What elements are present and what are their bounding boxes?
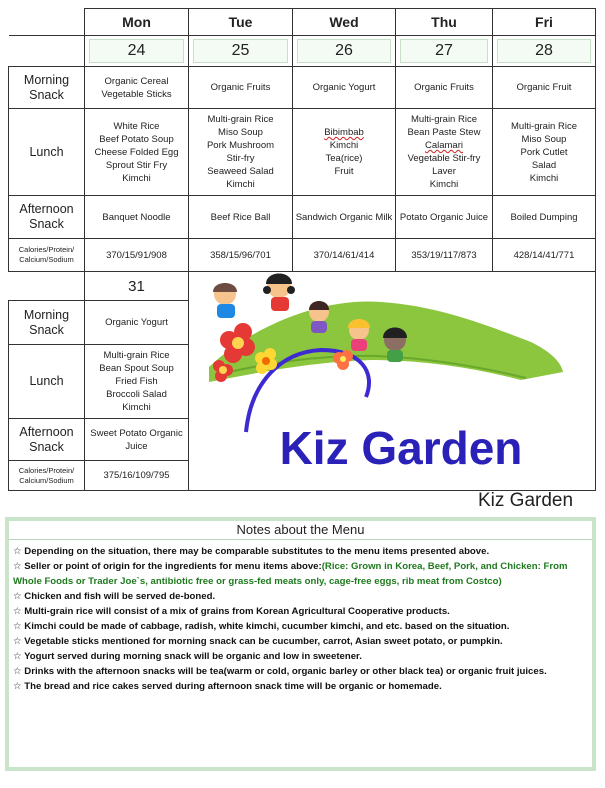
note-item xyxy=(13,604,589,619)
star-icon: ☆ xyxy=(13,681,22,692)
lunch-item: Multi-grain Rice xyxy=(103,350,170,361)
note-text: Depending on the situation, there may be comparable substitutes to the menu items presented above. xyxy=(24,546,490,557)
lunch-item: Multi-grain Rice xyxy=(511,120,577,132)
lunch-item: Kimchi xyxy=(529,172,559,184)
afternoon-snack-mon: Banquet Noodle xyxy=(85,196,189,239)
lunch-item: Tea(rice) xyxy=(325,153,363,164)
row-label-morning-snack-week2: Morning Snack xyxy=(9,301,85,345)
date-mon: 24 xyxy=(89,39,184,63)
date-row-blank xyxy=(9,36,85,67)
note-text: Vegetable sticks mentioned for morning snack can be cucumber, carrot, Asian sweet potato, or pumpkin. xyxy=(24,636,503,647)
notes-title: Notes about the Menu xyxy=(9,521,592,540)
lunch-item: Kimchi xyxy=(122,402,151,413)
lunch-thu xyxy=(396,109,493,196)
lunch-item: Vegetable Stir-fry xyxy=(407,153,481,164)
note-item xyxy=(13,679,589,694)
morning-snack-fri: Organic Fruit xyxy=(493,67,596,109)
note-item xyxy=(13,559,589,589)
lunch-item: Multi-grain Rice xyxy=(411,114,477,125)
lunch-item: Sprout Stir Fry xyxy=(105,159,168,171)
day-header-wed: Wed xyxy=(293,9,396,36)
lunch-item: Calamari xyxy=(424,140,463,151)
date-thu: 27 xyxy=(400,39,488,63)
morning-snack-mon: Organic Cereal Vegetable Sticks xyxy=(85,67,189,109)
row-label-lunch-week2: Lunch xyxy=(9,345,85,419)
lunch-item: Kimchi xyxy=(122,172,151,184)
note-text: Chicken and fish will be served de-boned. xyxy=(24,591,216,602)
lunch-item: Bean Paste Stew xyxy=(407,127,481,138)
flower-right-icon xyxy=(333,350,353,370)
lunch-item: Laver xyxy=(432,166,456,177)
morning-snack-tue: Organic Fruits xyxy=(189,67,293,109)
child-figure-icon xyxy=(348,319,370,351)
morning-snack-thu: Organic Fruits xyxy=(396,67,493,109)
lunch-31 xyxy=(85,345,189,419)
lunch-item: Miso Soup xyxy=(218,127,263,138)
note-item xyxy=(13,664,589,679)
kiz-garden-logo xyxy=(189,272,596,491)
lunch-item: Fruit xyxy=(334,166,354,177)
notes-body xyxy=(9,542,592,694)
calories-wed: 370/14/61/414 xyxy=(293,239,396,272)
lunch-wed xyxy=(293,109,396,196)
lunch-item: Salad xyxy=(531,159,557,171)
lunch-item: Bibimbab xyxy=(324,127,364,138)
note-item xyxy=(13,634,589,649)
note-item xyxy=(13,649,589,664)
note-origin-text: (Rice: Grown in Korea, Beef, Pork, and Chicken: From Whole Foods or Trader Joe`s, antibiotic free or grass-fed meats only, cage-free eggs, rib meat from Costco) xyxy=(13,561,568,587)
afternoon-snack-31: Sweet Potato Organic Juice xyxy=(85,419,189,461)
date-fri: 28 xyxy=(497,39,591,63)
corner-blank xyxy=(9,9,85,36)
lunch-item: Miso Soup xyxy=(521,133,567,145)
calories-tue: 358/15/96/701 xyxy=(189,239,293,272)
note-item xyxy=(13,544,589,559)
weekly-menu-table xyxy=(8,8,596,491)
row-label-morning-snack: Morning Snack xyxy=(9,67,85,109)
logo-illustration xyxy=(191,272,599,490)
child-figure-icon xyxy=(263,274,295,312)
lunch-mon xyxy=(85,109,189,196)
lunch-item: Kimchi xyxy=(226,179,255,190)
note-text: Drinks with the afternoon snacks will be tea(warm or cold, organic barley or other black tea) or organic fruit juices. xyxy=(24,666,547,677)
child-figure-icon xyxy=(213,283,237,318)
lunch-item: Seaweed Salad xyxy=(207,166,274,177)
date-cell-tue xyxy=(189,36,293,67)
lunch-fri xyxy=(493,109,596,196)
lunch-item: Fried Fish xyxy=(115,376,158,387)
lunch-item: Multi-grain Rice xyxy=(207,114,274,125)
date-cell-fri xyxy=(493,36,596,67)
lunch-item: Kimchi xyxy=(429,179,459,190)
lunch-item: Cheese Folded Egg xyxy=(94,146,179,158)
morning-snack-31: Organic Yogurt xyxy=(85,301,189,345)
menu-notes-box xyxy=(5,517,596,771)
row-label-calories-week2: Calories/Protein/ Calcium/Sodium xyxy=(9,461,85,491)
day-header-tue: Tue xyxy=(189,9,293,36)
note-text: Kimchi could be made of cabbage, radish, white kimchi, cucumber kimchi, and etc. based on the situation. xyxy=(24,621,510,632)
row-label-lunch: Lunch xyxy=(9,109,85,196)
star-icon: ☆ xyxy=(13,591,22,602)
star-icon: ☆ xyxy=(13,621,22,632)
note-text: Multi-grain rice will consist of a mix of grains from Korean Agricultural Cooperative products. xyxy=(24,606,450,617)
star-icon: ☆ xyxy=(13,561,22,572)
afternoon-snack-tue: Beef Rice Ball xyxy=(189,196,293,239)
date-cell-wed xyxy=(293,36,396,67)
morning-snack-wed: Organic Yogurt xyxy=(293,67,396,109)
row-label-afternoon-snack-week2: Afternoon Snack xyxy=(9,419,85,461)
date-cell-thu xyxy=(396,36,493,67)
child-figure-icon xyxy=(309,301,329,333)
date-31: 31 xyxy=(85,272,189,301)
kiz-garden-caption: Kiz Garden xyxy=(478,490,574,511)
calories-31: 375/16/109/795 xyxy=(85,461,189,491)
star-icon: ☆ xyxy=(13,666,22,677)
day-header-thu: Thu xyxy=(396,9,493,36)
lunch-item: Pork Cutlet xyxy=(520,146,568,158)
lunch-item: Stir-fry xyxy=(226,153,255,164)
afternoon-snack-thu: Potato Organic Juice xyxy=(396,196,493,239)
date-wed: 26 xyxy=(297,39,391,63)
row-label-calories: Calories/Protein/ Calcium/Sodium xyxy=(9,239,85,272)
lunch-tue xyxy=(189,109,293,196)
lunch-item: White Rice xyxy=(113,120,160,132)
afternoon-snack-wed: Sandwich Organic Milk xyxy=(293,196,396,239)
date-cell-mon xyxy=(85,36,189,67)
lunch-item: Pork Mushroom xyxy=(206,140,275,151)
star-icon: ☆ xyxy=(13,546,22,557)
lunch-item: Bean Spout Soup xyxy=(99,363,174,374)
note-item xyxy=(13,619,589,634)
row-label-afternoon-snack: Afternoon Snack xyxy=(9,196,85,239)
date-tue: 25 xyxy=(193,39,288,63)
note-text: Seller or point of origin for the ingredients for menu items above: xyxy=(24,561,322,572)
afternoon-snack-fri: Boiled Dumping xyxy=(493,196,596,239)
calories-mon: 370/15/91/908 xyxy=(85,239,189,272)
lunch-item: Broccoli Salad xyxy=(106,389,167,400)
day-header-mon: Mon xyxy=(85,9,189,36)
lunch-item: Beef Potato Soup xyxy=(99,133,174,145)
lunch-item: Kimchi xyxy=(329,140,359,151)
calories-fri: 428/14/41/771 xyxy=(493,239,596,272)
note-text: The bread and rice cakes served during afternoon snack time will be organic or homemade. xyxy=(24,681,442,692)
star-icon: ☆ xyxy=(13,651,22,662)
calories-thu: 353/19/117/873 xyxy=(396,239,493,272)
star-icon: ☆ xyxy=(13,636,22,647)
day-header-fri: Fri xyxy=(493,9,596,36)
logo-text: Kiz Garden xyxy=(279,422,523,474)
note-item xyxy=(13,589,589,604)
star-icon: ☆ xyxy=(13,606,22,617)
note-text: Yogurt served during morning snack will be organic and low in sweetener. xyxy=(24,651,362,662)
week2-corner-blank xyxy=(9,272,85,301)
